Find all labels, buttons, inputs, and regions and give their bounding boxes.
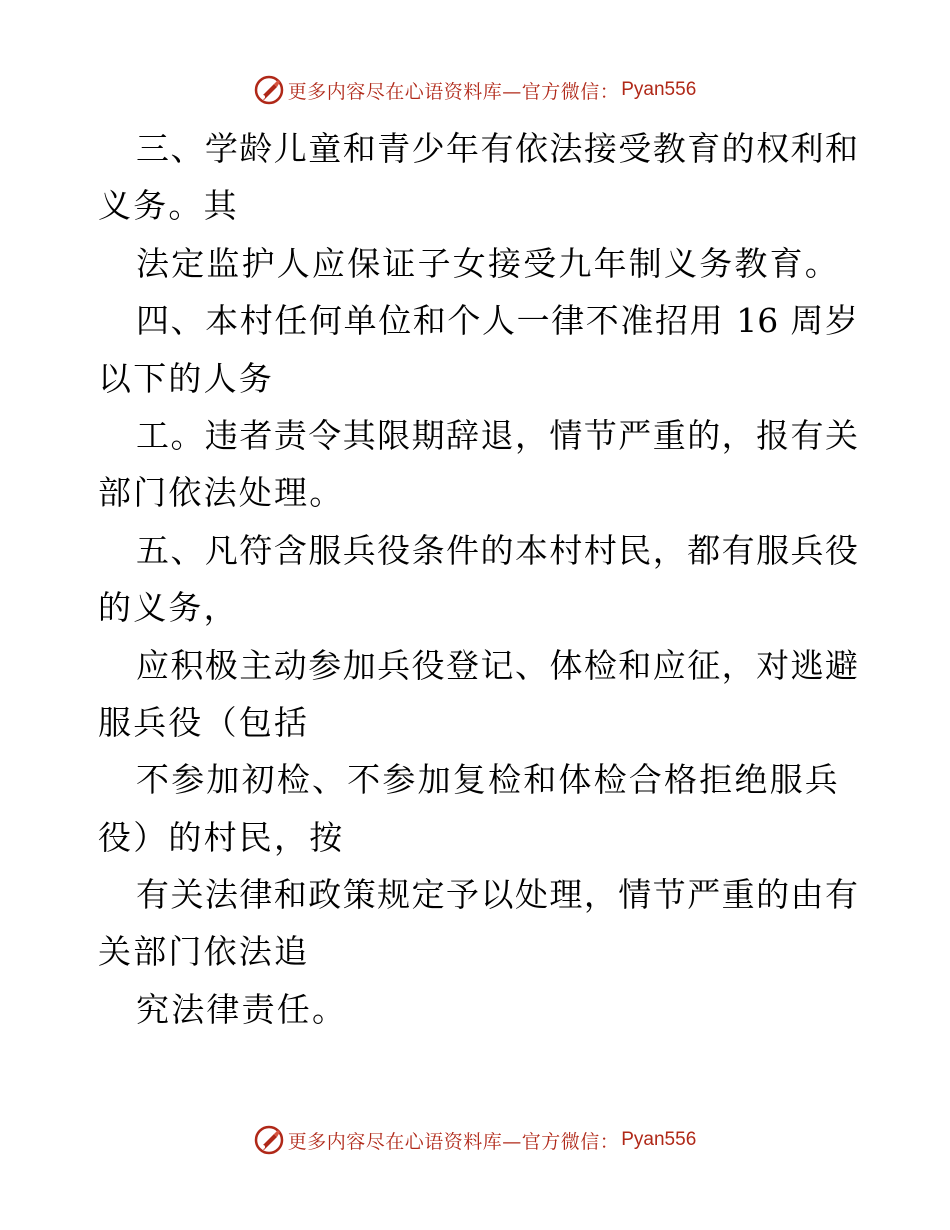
text-line: 应积极主动参加兵役登记、体检和应征，对逃避	[136, 645, 858, 685]
text-line: 五、凡符含服兵役条件的本村村民，都有服兵役	[136, 530, 858, 570]
text-line: 工。违者责令其限期辞退，情节严重的，报有关	[136, 415, 858, 455]
watermark-text: 更多内容尽在心语资料库—官方微信：	[287, 80, 620, 103]
text-line: 役）的村民，按	[98, 817, 345, 857]
text-line: 四、本村任何单位和个人一律不准招用 16 周岁	[136, 301, 858, 341]
text-line: 不参加初检、不参加复检和体检合格拒绝服兵	[136, 760, 840, 800]
watermark-text: 更多内容尽在心语资料库—官方微信：	[287, 1130, 620, 1153]
text-line: 关部门依法追	[98, 932, 310, 972]
text-line: 有关法律和政策规定予以处理，情节严重的由有	[136, 875, 858, 915]
pen-logo-icon	[254, 1125, 284, 1155]
text-line: 的义务，	[98, 588, 239, 628]
pen-logo-icon	[254, 75, 284, 105]
document-body	[98, 120, 858, 1038]
text-line: 义务。其	[98, 186, 239, 226]
text-line: 部门依法处理。	[98, 473, 345, 513]
text-line: 服兵役（包括	[98, 702, 310, 742]
text-line: 法定监护人应保证子女接受九年制义务教育。	[136, 243, 840, 283]
text-line: 究法律责任。	[136, 989, 348, 1029]
text-line: 以下的人务	[98, 358, 274, 398]
watermark-wechat-id: Pyan556	[621, 1129, 697, 1150]
footer-watermark	[0, 1120, 950, 1160]
watermark-wechat-id: Pyan556	[621, 79, 697, 100]
header-watermark	[0, 70, 950, 110]
text-line: 三、学龄儿童和青少年有依法接受教育的权利和	[136, 129, 858, 168]
